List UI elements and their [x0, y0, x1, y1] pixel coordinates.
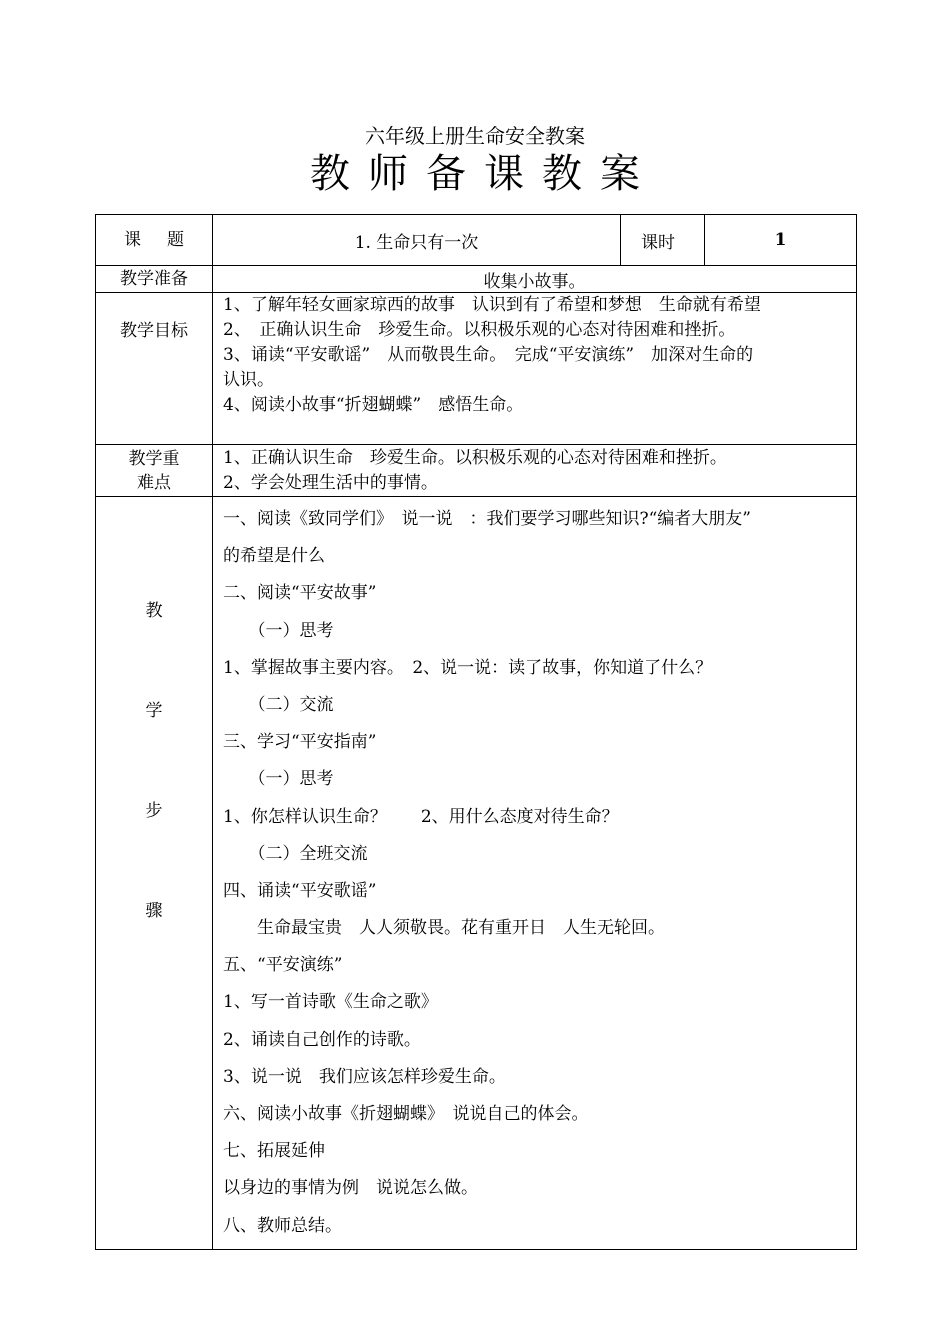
- step-line: （二）交流: [223, 694, 334, 715]
- steps-label: [96, 497, 213, 1250]
- key-points-label-line: 教学重: [128, 448, 180, 469]
- hours-label: 课时: [621, 215, 705, 266]
- course-value: 1. 生命只有一次: [213, 215, 621, 266]
- step-line: 以身边的事情为例 说说怎么做。: [223, 1178, 478, 1199]
- step-line: （二）全班交流: [223, 843, 368, 864]
- step-line: 生命最宝贵 人人须敬畏。花有重开日 人生无轮回。: [223, 918, 665, 939]
- steps-list: [213, 497, 857, 1250]
- goals-label: 教学目标: [96, 293, 213, 445]
- step-line: 1、写一首诗歌《生命之歌》: [223, 992, 438, 1013]
- step-line: 3、说一说 我们应该怎样珍爱生命。: [223, 1066, 506, 1087]
- prep-row: [96, 266, 857, 293]
- step-line: 六、阅读小故事《折翅蝴蝶》 说说自己的体会。: [223, 1104, 589, 1124]
- key-points-list: [213, 445, 857, 497]
- step-line: 的希望是什么: [223, 546, 325, 567]
- document-title: 教师备课教案: [310, 151, 658, 197]
- goal-item: 2、 正确认识生命 珍爱生命。以积极乐观的心态对待困难和挫折。: [223, 320, 736, 340]
- key-point-item: 1、正确认识生命 珍爱生命。以积极乐观的心态对待困难和挫折。: [223, 447, 727, 468]
- step-line: 三、学习“平安指南”: [223, 732, 377, 753]
- document-subtitle: 六年级上册生命安全教案: [365, 124, 585, 148]
- goals-row: [96, 293, 857, 445]
- steps-label-char: 学: [145, 701, 163, 721]
- goal-item: 1、了解年轻女画家琼西的故事 认识到有了希望和梦想 生命就有希望: [223, 295, 761, 315]
- steps-label-char: 步: [145, 801, 163, 821]
- steps-row: [96, 497, 857, 1250]
- lesson-plan-table: [95, 214, 857, 1250]
- step-line: 一、阅读《致同学们》 说一说 ：我们要学习哪些知识?“编者大朋友”: [223, 509, 751, 529]
- goal-item: 3、诵读“平安歌谣” 从而敬畏生命。 完成“平安演练” 加深对生命的: [223, 345, 754, 365]
- goal-item: 4、阅读小故事“折翅蝴蝶” 感悟生命。: [223, 395, 524, 415]
- key-points-label: [96, 445, 213, 497]
- goal-item: 认识。: [223, 370, 274, 390]
- key-point-item: 2、学会处理生活中的事情。: [223, 472, 438, 493]
- step-line: （一）思考: [223, 769, 334, 790]
- steps-label-char: 骤: [145, 901, 163, 921]
- course-label: 课题: [96, 215, 213, 266]
- step-line: 1、你怎样认识生命？ 2、用什么态度对待生命？: [223, 806, 619, 827]
- step-line: 五、“平安演练”: [223, 955, 343, 976]
- course-row: [96, 215, 857, 266]
- goals-list: [213, 293, 857, 445]
- step-line: 七、拓展延伸: [223, 1141, 325, 1162]
- step-line: 二、阅读“平安故事”: [223, 583, 377, 604]
- step-line: （一）思考: [223, 620, 334, 641]
- step-line: 八、教师总结。: [223, 1215, 342, 1236]
- steps-label-char: 教: [145, 601, 163, 621]
- step-line: 2、诵读自己创作的诗歌。: [223, 1029, 421, 1050]
- prep-value: 收集小故事。: [213, 266, 857, 293]
- key-points-row: [96, 445, 857, 497]
- prep-label: 教学准备: [96, 266, 213, 293]
- step-line: 四、诵读“平安歌谣”: [223, 880, 377, 901]
- step-line: 1、掌握故事主要内容。 2、说一说：读了故事，你知道了什么？: [223, 657, 713, 678]
- hours-value: 1: [705, 215, 857, 266]
- key-points-label-line: 难点: [137, 472, 171, 493]
